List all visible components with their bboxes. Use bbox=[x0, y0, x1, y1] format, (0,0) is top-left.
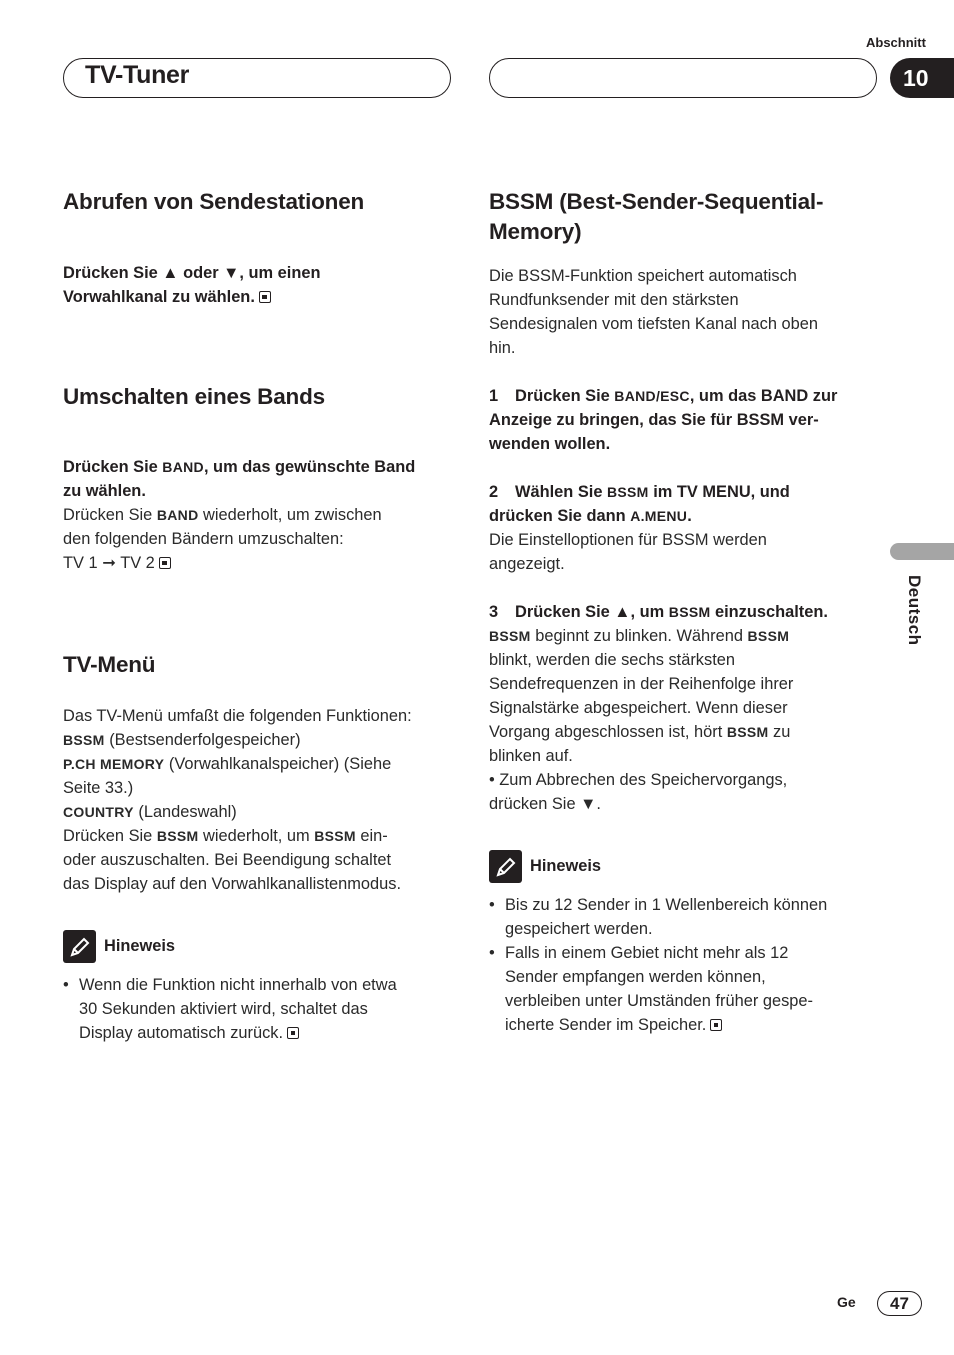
text: wenden wollen. bbox=[489, 435, 611, 453]
bullet-icon: • bbox=[489, 896, 495, 914]
step-number: 1 bbox=[489, 387, 499, 405]
text: (Vorwahlkanalspeicher) (Siehe bbox=[164, 755, 392, 773]
text: Die Einstelloptionen für BSSM werden bbox=[489, 531, 767, 549]
heading-tv-menu: TV-Menü bbox=[63, 652, 156, 677]
note-title: Hineweis bbox=[530, 857, 602, 875]
title-frame bbox=[63, 58, 451, 98]
section-label: Abschnitt bbox=[866, 35, 926, 50]
text: Drücken Sie bbox=[515, 387, 615, 405]
text: Vorwahlkanal zu wählen. bbox=[63, 288, 255, 306]
text: Drücken Sie bbox=[515, 603, 615, 621]
bullet-icon: • bbox=[489, 944, 495, 962]
end-mark-icon bbox=[287, 1027, 299, 1039]
text: Memory) bbox=[489, 219, 582, 244]
heading-bssm bbox=[489, 187, 881, 247]
text: blinkt, werden die sechs stärksten bbox=[489, 651, 735, 669]
text: verbleiben unter Umständen früher gespe- bbox=[505, 992, 813, 1010]
key-label: BSSM bbox=[668, 604, 711, 620]
step-1 bbox=[489, 384, 881, 456]
text: BSSM (Best-Sender-Sequential- bbox=[489, 189, 824, 214]
left-column bbox=[63, 187, 453, 1045]
text: Vorgang abgeschlossen ist, hört bbox=[489, 723, 727, 741]
text: drücken Sie dann bbox=[489, 507, 631, 525]
right-column bbox=[489, 187, 881, 1037]
text: zu bbox=[768, 723, 791, 741]
text: • Zum Abbrechen des Speichervorgangs, bbox=[489, 771, 788, 789]
text: Das TV-Menü umfaßt die folgenden Funktionen: bbox=[63, 707, 412, 725]
step-2-instruction bbox=[489, 480, 881, 528]
text: Seite 33.) bbox=[63, 779, 134, 797]
key-label: P.CH MEMORY bbox=[63, 756, 165, 772]
text: Drücken Sie bbox=[63, 264, 163, 282]
note-pencil-icon bbox=[489, 850, 522, 883]
note-bullet bbox=[63, 973, 453, 1045]
key-label: BSSM bbox=[747, 628, 790, 644]
heading-abrufen: Abrufen von Sendestationen bbox=[63, 189, 365, 214]
bullet-icon: • bbox=[63, 976, 69, 994]
text: wiederholt, um bbox=[198, 827, 315, 845]
text: Drücken Sie bbox=[63, 458, 163, 476]
down-arrow-icon: ▼ bbox=[223, 264, 240, 282]
text: Sendesignalen vom tiefsten Kanal nach oben bbox=[489, 315, 818, 333]
empty-title-frame bbox=[489, 58, 877, 98]
key-label: BSSM bbox=[607, 484, 649, 500]
text: Drücken Sie bbox=[63, 827, 157, 845]
text: 30 Sekunden aktiviert wird, schaltet das bbox=[79, 1000, 368, 1018]
language-label: Deutsch bbox=[905, 575, 924, 646]
step-number: 2 bbox=[489, 483, 499, 501]
text: Sender empfangen werden können, bbox=[505, 968, 766, 986]
step-3-instruction bbox=[489, 600, 881, 624]
text: wiederholt, um zwischen bbox=[198, 506, 382, 524]
page-number: 47 bbox=[877, 1291, 922, 1316]
text: Sendefrequenzen in der Reihenfolge ihrer bbox=[489, 675, 794, 693]
note-title: Hineweis bbox=[104, 937, 176, 955]
section-tv-menu bbox=[63, 704, 453, 896]
bullet-text bbox=[79, 973, 397, 1045]
key-label: A.MENU bbox=[630, 508, 688, 524]
right-arrow-icon: ➞ bbox=[102, 554, 116, 572]
note-header bbox=[489, 850, 881, 883]
text: Die BSSM-Funktion speichert automatisch bbox=[489, 267, 797, 285]
key-label: BSSM bbox=[314, 828, 356, 844]
key-label: COUNTRY bbox=[63, 804, 134, 820]
text: einzuschalten. bbox=[710, 603, 828, 621]
bullet-text bbox=[505, 941, 813, 1037]
key-label: BSSM bbox=[726, 724, 769, 740]
end-mark-icon bbox=[159, 557, 171, 569]
text: (Bestsenderfolgespeicher) bbox=[104, 731, 301, 749]
text: , um das gewünschte Band bbox=[203, 458, 416, 476]
key-label: BAND bbox=[162, 459, 204, 475]
text: beginnt zu blinken. Während bbox=[530, 627, 748, 645]
text: oder auszuschalten. Bei Beendigung schaltet bbox=[63, 851, 392, 869]
text: Rundfunksender mit den stärksten bbox=[489, 291, 739, 309]
up-arrow-icon: ▲ bbox=[162, 264, 179, 282]
key-label: BAND/ESC bbox=[614, 388, 690, 404]
text: Falls in einem Gebiet nicht mehr als 12 bbox=[505, 944, 789, 962]
key-label: BSSM bbox=[489, 628, 531, 644]
text: Drücken Sie bbox=[63, 506, 157, 524]
intro-bssm bbox=[489, 264, 881, 360]
text: Wählen Sie bbox=[515, 483, 607, 501]
text: Anzeige zu bringen, das Sie für BSSM ver- bbox=[489, 411, 819, 429]
note-bullet bbox=[489, 941, 881, 1037]
page-title: TV-Tuner bbox=[85, 61, 190, 89]
text: icherte Sender im Speicher. bbox=[505, 1016, 707, 1034]
note-header bbox=[63, 930, 453, 963]
language-code: Ge bbox=[837, 1294, 856, 1310]
text: TV 2 bbox=[120, 554, 155, 572]
text: hin. bbox=[489, 339, 516, 357]
step-2 bbox=[489, 480, 881, 576]
note-pencil-icon bbox=[63, 930, 96, 963]
heading-umschalten: Umschalten eines Bands bbox=[63, 384, 325, 409]
body-umschalten bbox=[63, 503, 453, 575]
text: TV 1 bbox=[63, 554, 98, 572]
bullet-text bbox=[505, 893, 827, 941]
key-label: BSSM bbox=[156, 828, 199, 844]
key-label: BAND bbox=[156, 507, 199, 523]
chapter-badge: 10 bbox=[890, 58, 954, 98]
text: im TV MENU, und bbox=[648, 483, 790, 501]
text: Display automatisch zurück. bbox=[79, 1024, 284, 1042]
step-3: 3 Drücken Sie ▲, um BSSM einzuschalten. BSSM beginnt zu blinken. Während BSSM blinkt, werden die sechs stärksten Sendefrequenzen in der Reihenfolge ihrer Signalstärke abgespeichert. Wenn dieser Vorgang abgeschlossen ist, hört BSSM zu blinken auf. • Zum Abbrechen des Speichervorgangs, drücken Sie ▼. bbox=[489, 600, 881, 816]
end-mark-icon bbox=[710, 1019, 722, 1031]
text: gespeichert werden. bbox=[505, 920, 653, 938]
text: das Display auf den Vorwahlkanallistenmodus. bbox=[63, 875, 402, 893]
text: ein- bbox=[355, 827, 388, 845]
text: , um bbox=[630, 603, 669, 621]
text: (Landeswahl) bbox=[133, 803, 237, 821]
end-mark-icon bbox=[259, 291, 271, 303]
text: blinken auf. bbox=[489, 747, 573, 765]
key-label: BSSM bbox=[63, 732, 105, 748]
up-arrow-icon: ▲ bbox=[614, 603, 631, 621]
down-arrow-icon: ▼ bbox=[580, 795, 597, 813]
text: , um einen bbox=[239, 264, 321, 282]
text: oder bbox=[178, 264, 224, 282]
text: , um das BAND zur bbox=[689, 387, 838, 405]
text: zu wählen. bbox=[63, 482, 146, 500]
text: . bbox=[687, 507, 692, 525]
text: drücken Sie bbox=[489, 795, 581, 813]
section-umschalten bbox=[63, 455, 453, 575]
text: angezeigt. bbox=[489, 555, 565, 573]
step-number: 3 bbox=[489, 603, 499, 621]
note-bullet bbox=[489, 893, 881, 941]
text: Wenn die Funktion nicht innerhalb von etwa bbox=[79, 976, 397, 994]
text: den folgenden Bändern umzuschalten: bbox=[63, 530, 344, 548]
instruction-umschalten bbox=[63, 455, 453, 503]
text: Bis zu 12 Sender in 1 Wellenbereich können bbox=[505, 896, 828, 914]
language-tab bbox=[890, 543, 954, 560]
instruction-abrufen bbox=[63, 261, 453, 309]
text: Signalstärke abgespeichert. Wenn dieser bbox=[489, 699, 788, 717]
